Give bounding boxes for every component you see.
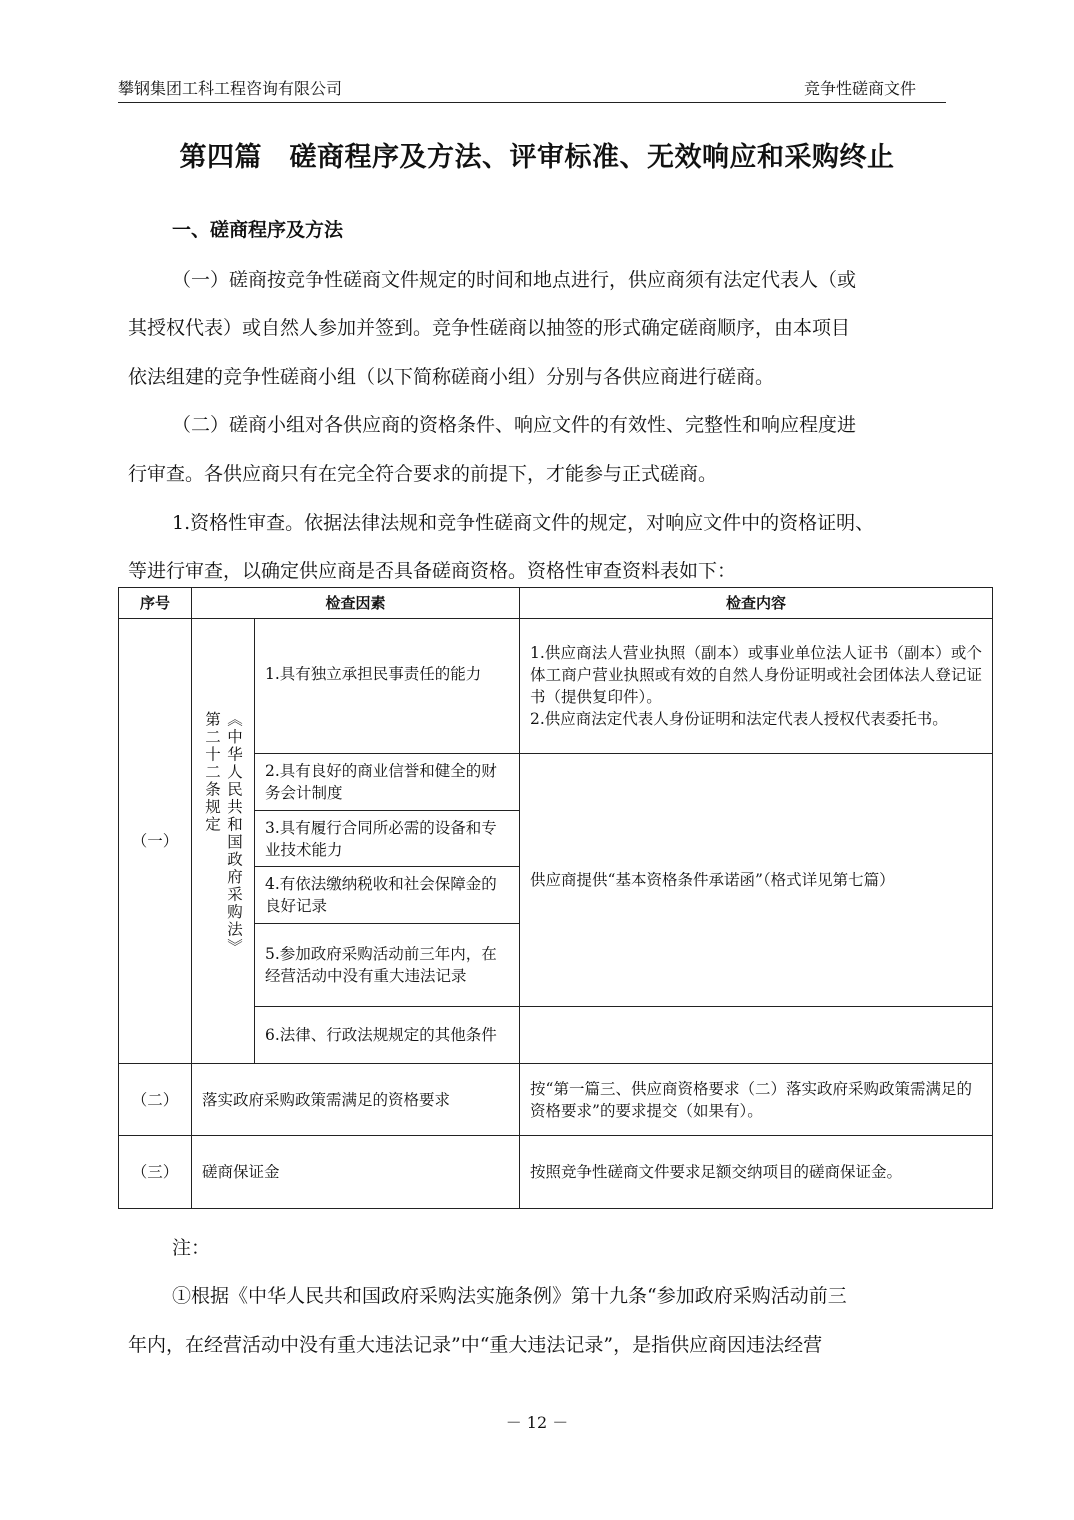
group1-item-2: 2.具有良好的商业信誉和健全的财务会计制度 <box>255 754 520 811</box>
section-heading: 一、磋商程序及方法 <box>172 219 344 241</box>
notes-line-1: ①根据《中华人民共和国政府采购法实施条例》第十九条“参加政府采购活动前三 <box>172 1285 847 1307</box>
paragraph-3-line-2: 等进行审查，以确定供应商是否具备磋商资格。资格性审查资料表如下： <box>128 560 737 582</box>
notes-label: 注： <box>172 1237 211 1259</box>
group1-content-6-empty <box>520 1007 993 1064</box>
group1-item-1: 1.具有独立承担民事责任的能力 <box>255 619 520 754</box>
group1-item-5: 5.参加政府采购活动前三年内，在经营活动中没有重大违法记录 <box>255 924 520 1007</box>
group1-content-1a: 1.供应商法人营业执照（副本）或事业单位法人证书（副本）或个体工商户营业执照或有效的自然人身份证明或社会团体法人登记证书（提供复印件）。 <box>530 644 983 706</box>
group1-item-3: 3.具有履行合同所必需的设备和专业技术能力 <box>255 811 520 867</box>
group2-seq: （二） <box>119 1064 192 1136</box>
group2-factor: 落实政府采购政策需满足的资格要求 <box>192 1064 520 1136</box>
header-seq: 序号 <box>119 588 192 619</box>
page-number: － 12 － <box>505 1413 569 1432</box>
group1-law: 《中华人民共和国政府采购法》第二十二条规定 <box>203 711 243 956</box>
paragraph-1-line-3: 依法组建的竞争性磋商小组（以下简称磋商小组）分别与各供应商进行磋商。 <box>128 366 775 388</box>
group1-seq: （一） <box>119 619 192 1064</box>
group1-content-1b: 2.供应商法定代表人身份证明和法定代表人授权代表委托书。 <box>530 710 948 728</box>
group2-content: 按“第一篇三、供应商资格要求（二）落实政府采购政策需满足的资格要求”的要求提交（如果有）。 <box>520 1064 993 1136</box>
paragraph-2-line-2: 行审查。各供应商只有在完全符合要求的前提下，才能参与正式磋商。 <box>128 463 718 485</box>
header-rule <box>118 102 946 103</box>
group1-item-6: 6.法律、行政法规规定的其他条件 <box>255 1007 520 1064</box>
paragraph-3-line-1: 1.资格性审查。依据法律法规和竞争性磋商文件的规定，对响应文件中的资格证明、 <box>172 512 875 534</box>
paragraph-1-line-2: 其授权代表）或自然人参加并签到。竞争性磋商以抽签的形式确定磋商顺序，由本项目 <box>128 317 851 339</box>
page-title: 第四篇 磋商程序及方法、评审标准、无效响应和采购终止 <box>179 142 895 173</box>
group1-item-4: 4.有依法缴纳税收和社会保障金的良好记录 <box>255 867 520 924</box>
header-content: 检查内容 <box>520 588 993 619</box>
table-row <box>119 1064 993 1136</box>
group3-seq: （三） <box>119 1136 192 1209</box>
header-doc-type: 竞争性磋商文件 <box>803 79 916 98</box>
group1-content-2: 供应商提供“基本资格条件承诺函”（格式详见第七篇） <box>520 754 993 1007</box>
table-row <box>119 619 993 754</box>
paragraph-1-line-1: （一）磋商按竞争性磋商文件规定的时间和地点进行，供应商须有法定代表人（或 <box>172 269 857 291</box>
header-factor: 检查因素 <box>192 588 520 619</box>
qualification-table <box>118 587 993 1209</box>
group1-content-1-cell <box>520 619 993 754</box>
notes-line-2: 年内，在经营活动中没有重大违法记录”中“重大违法记录”，是指供应商因违法经营 <box>128 1334 823 1356</box>
paragraph-2-line-1: （二）磋商小组对各供应商的资格条件、响应文件的有效性、完整性和响应程度进 <box>172 414 857 436</box>
table-header-row <box>119 588 993 619</box>
group3-factor: 磋商保证金 <box>192 1136 520 1209</box>
group1-law-cell <box>192 619 255 1064</box>
table-row <box>119 1136 993 1209</box>
group3-content: 按照竞争性磋商文件要求足额交纳项目的磋商保证金。 <box>520 1136 993 1209</box>
header-company: 攀钢集团工科工程咨询有限公司 <box>118 79 343 98</box>
